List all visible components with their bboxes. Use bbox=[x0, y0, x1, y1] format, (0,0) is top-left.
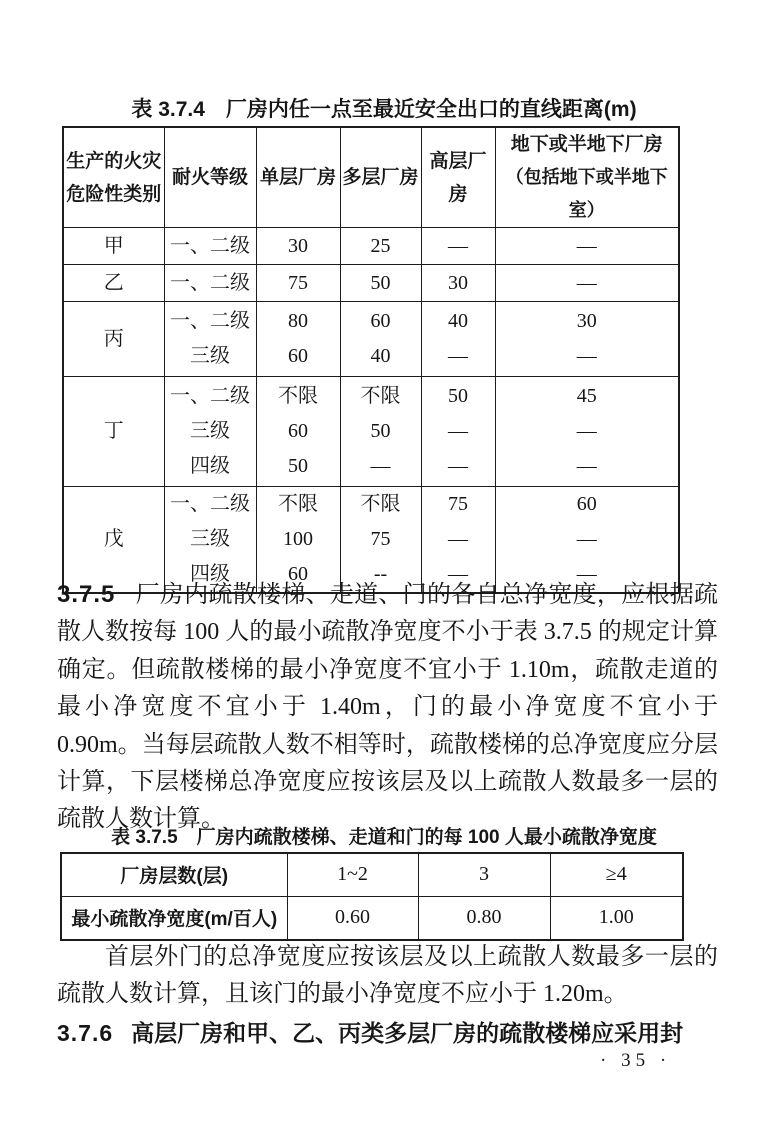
cell-line: 不限 bbox=[360, 385, 401, 407]
header-single-storey: 单层厂房 bbox=[256, 127, 340, 228]
cell-value bbox=[495, 302, 679, 377]
cell-line: 75 bbox=[448, 493, 468, 515]
table-row-yi bbox=[63, 265, 679, 302]
cell-value: 1~2 bbox=[287, 853, 418, 896]
cell-value bbox=[256, 377, 340, 487]
cell-category: 戊 bbox=[63, 487, 164, 594]
cell-floors-label: 厂房层数(层) bbox=[61, 853, 287, 896]
first-floor-door-paragraph: 首层外门的总净宽度应按该层及以上疏散人数最多一层的疏散人数计算，且该门的最小净宽度不应小于 1.20m。 bbox=[57, 944, 718, 1008]
cell-line: 不限 bbox=[360, 493, 401, 515]
cell-line: 60 bbox=[288, 563, 308, 585]
clause-375-text: 厂房内疏散楼梯、走道、门的各自总净宽度，应根据疏散人数按每 100 人的最小疏散净宽度不小于表 3.7.5 的规定计算确定。但疏散楼梯的最小净宽度不宜小于 1.10m，疏散走道的最小净宽度不宜小于 1.40m，门的最小净宽度不宜小于 0.90m。当每层疏散人数不相等时，疏散楼梯的总净宽度应分层计算，下层楼梯总净宽度应按该层及以上疏散人数最多一层的疏散人数计算。 bbox=[57, 582, 718, 833]
cell-line: -- bbox=[373, 563, 388, 585]
cell-line: 不限 bbox=[278, 385, 318, 407]
cell-value bbox=[340, 377, 421, 487]
cell-line: 75 bbox=[370, 528, 391, 550]
table-374-header-row bbox=[63, 127, 679, 228]
cell-value: — bbox=[495, 265, 679, 302]
cell-line: 三级 bbox=[190, 420, 230, 442]
cell-line: 45 bbox=[576, 385, 597, 407]
cell-line: 一、二级 bbox=[170, 493, 250, 515]
cell-line: — bbox=[576, 420, 597, 442]
cell-line: 50 bbox=[448, 385, 468, 407]
cell-line: 50 bbox=[288, 455, 308, 477]
cell-rating: 一、二级 bbox=[164, 228, 256, 265]
cell-value: 30 bbox=[256, 228, 340, 265]
cell-line: 四级 bbox=[190, 455, 230, 477]
cell-line: 一、二级 bbox=[170, 310, 250, 332]
table-375-row-floors bbox=[61, 853, 683, 896]
cell-value bbox=[256, 302, 340, 377]
cell-line: — bbox=[576, 563, 597, 585]
cell-line: 80 bbox=[288, 310, 308, 332]
clause-376-text: 高层厂房和甲、乙、丙类多层厂房的疏散楼梯应采用封 bbox=[131, 1020, 684, 1046]
header-multi-storey: 多层厂房 bbox=[340, 127, 421, 228]
table-375-row-width bbox=[61, 896, 683, 940]
table-374 bbox=[62, 126, 680, 594]
cell-value: 50 bbox=[340, 265, 421, 302]
cell-value: 25 bbox=[340, 228, 421, 265]
cell-line: — bbox=[576, 528, 597, 550]
table-row-bing bbox=[63, 302, 679, 377]
cell-value: ≥4 bbox=[550, 853, 683, 896]
cell-line: 60 bbox=[288, 420, 308, 442]
cell-line: 三级 bbox=[190, 528, 230, 550]
cell-value: — bbox=[495, 228, 679, 265]
cell-line: — bbox=[370, 455, 391, 477]
header-line: 危险性类别 bbox=[66, 183, 162, 205]
cell-line: — bbox=[448, 345, 468, 367]
clause-375-number: 3.7.5 bbox=[57, 581, 116, 608]
cell-line: 100 bbox=[283, 528, 313, 550]
cell-line: — bbox=[448, 528, 468, 550]
cell-line: — bbox=[448, 455, 468, 477]
cell-line: — bbox=[576, 455, 597, 477]
header-underground bbox=[495, 127, 679, 228]
table-375-caption: 表 3.7.5 厂房内疏散楼梯、走道和门的每 100 人最小疏散净宽度 bbox=[111, 827, 657, 848]
cell-line: 50 bbox=[370, 420, 391, 442]
cell-rating: 一、二级 bbox=[164, 265, 256, 302]
cell-line: 60 bbox=[576, 493, 597, 515]
cell-line: 60 bbox=[370, 310, 391, 332]
cell-line: 不限 bbox=[278, 493, 318, 515]
header-high-rise: 高层厂房 bbox=[421, 127, 495, 228]
cell-category: 乙 bbox=[63, 265, 164, 302]
cell-value: 1.00 bbox=[550, 896, 683, 940]
cell-line: 30 bbox=[576, 310, 597, 332]
cell-category: 丙 bbox=[63, 302, 164, 377]
cell-value: 0.80 bbox=[418, 896, 550, 940]
cell-rating bbox=[164, 377, 256, 487]
clause-376-number: 3.7.6 bbox=[57, 1020, 114, 1046]
cell-value: 30 bbox=[421, 265, 495, 302]
cell-line: — bbox=[448, 420, 468, 442]
cell-line: 60 bbox=[288, 345, 308, 367]
table-row-ding bbox=[63, 377, 679, 487]
cell-line: — bbox=[448, 563, 468, 585]
cell-line: 四级 bbox=[190, 563, 230, 585]
cell-line: — bbox=[576, 345, 597, 367]
cell-value bbox=[340, 302, 421, 377]
cell-value bbox=[421, 302, 495, 377]
clause-376-paragraph bbox=[57, 1015, 762, 1052]
cell-value: — bbox=[421, 228, 495, 265]
header-line: 地下或半地下厂房 bbox=[510, 134, 663, 155]
cell-value bbox=[495, 377, 679, 487]
header-line: （包括地下或半地下室） bbox=[505, 167, 668, 220]
header-fire-rating: 耐火等级 bbox=[164, 127, 256, 228]
table-375 bbox=[60, 852, 684, 941]
cell-value: 75 bbox=[256, 265, 340, 302]
cell-value bbox=[421, 377, 495, 487]
cell-line: 40 bbox=[448, 310, 468, 332]
clause-375-paragraph bbox=[57, 576, 718, 839]
header-category bbox=[63, 127, 164, 228]
page-number: · 35 · bbox=[600, 1050, 672, 1071]
cell-line: 三级 bbox=[190, 345, 230, 367]
cell-rating bbox=[164, 302, 256, 377]
cell-line: 一、二级 bbox=[170, 385, 250, 407]
cell-category: 甲 bbox=[63, 228, 164, 265]
cell-value: 0.60 bbox=[287, 896, 418, 940]
cell-width-label: 最小疏散净宽度(m/百人) bbox=[61, 896, 287, 940]
cell-line: 40 bbox=[370, 345, 391, 367]
table-row-jia bbox=[63, 228, 679, 265]
table-374-caption: 表 3.7.4 厂房内任一点至最近安全出口的直线距离(m) bbox=[131, 98, 637, 121]
cell-value: 3 bbox=[418, 853, 550, 896]
cell-category: 丁 bbox=[63, 377, 164, 487]
header-line: 生产的火灾 bbox=[66, 150, 162, 172]
